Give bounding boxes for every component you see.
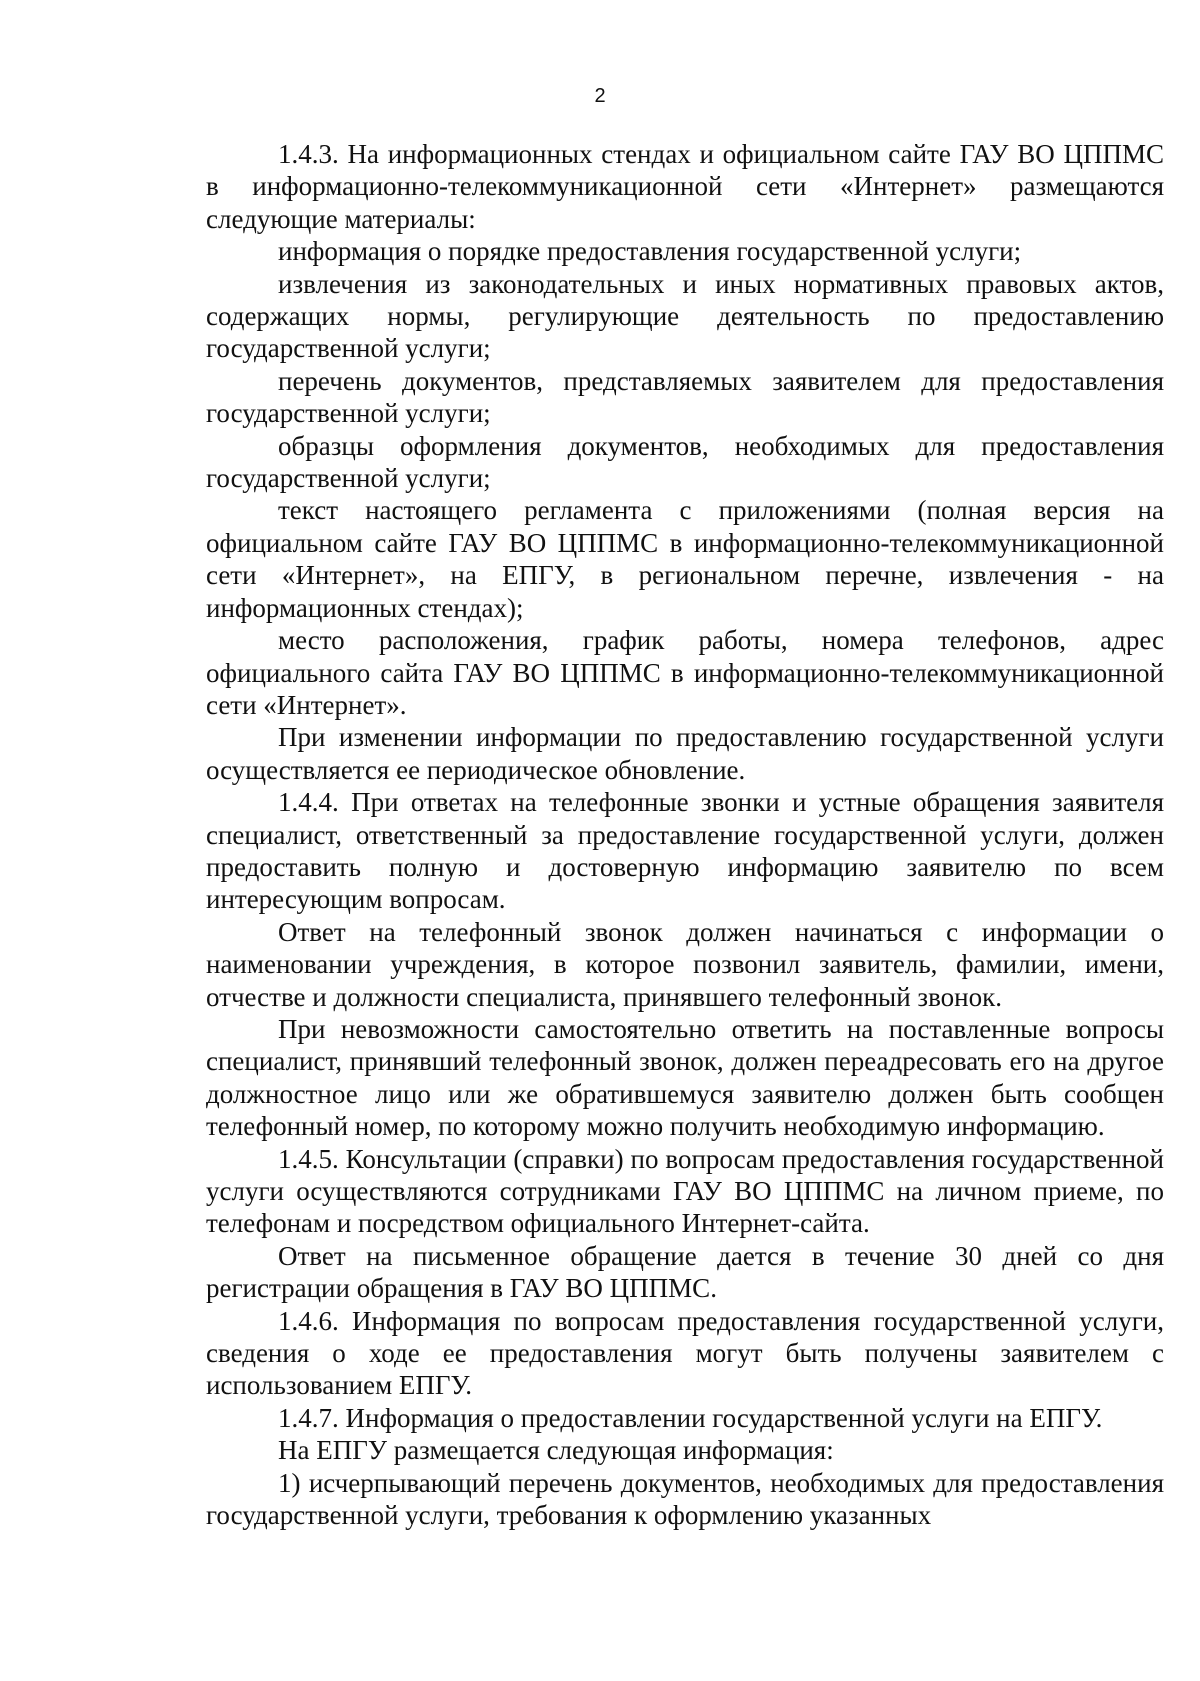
paragraph-call-redirect: При невозможности самостоятельно ответить на поставленные вопросы специалист, принявший телефонный звонок, должен переадресовать его на другое должностное лицо или же обратившемуся заявителю должен быть сообщен телефонный номер, по которому можно получить необходимую информацию. (206, 1013, 1164, 1142)
document-body (206, 138, 1164, 1531)
paragraph-1-4-7: 1.4.7. Информация о предоставлении государственной услуги на ЕПГУ. (278, 1402, 1103, 1433)
paragraph-1-4-5: 1.4.5. Консультации (справки) по вопросам предоставления государственной услуги осуществляются сотрудниками ГАУ ВО ЦППМС на личном приеме, по телефонам и посредством официального Интернет-сайта. (206, 1143, 1164, 1239)
paragraph-document-samples: образцы оформления документов, необходимых для предоставления государственной услуги; (206, 430, 1164, 494)
paragraph-1-4-6: 1.4.6. Информация по вопросам предоставления государственной услуги, сведения о ходе ее предоставления могут быть получены заявителем с использованием ЕПГУ. (206, 1305, 1164, 1401)
paragraph-1-4-3: 1.4.3. На информационных стендах и официальном сайте ГАУ ВО ЦППМС в информационно-телекоммуникационной сети «Интернет» размещаются следующие материалы: (206, 139, 1164, 234)
paragraph-1-4-4: 1.4.4. При ответах на телефонные звонки и устные обращения заявителя специалист, ответственный за предоставление государственной услуги, должен предоставить полную и достоверную информацию заявителю по всем интересующим вопросам. (206, 787, 1164, 915)
paragraph-location-schedule: место расположения, график работы, номера телефонов, адрес официального сайта ГАУ ВО ЦППМС в информационно-телекоммуникационной сети «Интернет». (206, 625, 1164, 720)
page-number: 2 (594, 85, 606, 107)
paragraph-epgu-info: На ЕПГУ размещается следующая информация: (278, 1435, 834, 1466)
paragraph-written-reply: Ответ на письменное обращение дается в течение 30 дней со дня регистрации обращения в ГАУ ВО ЦППМС. (206, 1240, 1164, 1304)
paragraph-phone-answer: Ответ на телефонный звонок должен начинаться с информации о наименовании учреждения, в которое позвонил заявитель, фамилии, имени, отчестве и должности специалиста, принявшего телефонный звонок. (206, 916, 1164, 1012)
paragraph-document-list: перечень документов, представляемых заявителем для предоставления государственной услуги; (206, 365, 1164, 429)
paragraph-periodic-update: При изменении информации по предоставлению государственной услуги осуществляется ее периодическое обновление. (206, 722, 1164, 785)
paragraph-legal-extracts: извлечения из законодательных и иных нормативных правовых актов, содержащих нормы, регулирующие деятельность по предоставлению государственной услуги; (206, 268, 1164, 364)
paragraph-service-order-info: информация о порядке предоставления государственной услуги; (278, 236, 1022, 267)
paragraph-list-item-1: 1) исчерпывающий перечень документов, необходимых для предоставления государственной услуги, требования к оформлению указанных (206, 1467, 1164, 1531)
paragraph-regulation-text: текст настоящего регламента с приложениями (полная версия на официальном сайте ГАУ ВО ЦППМС в информационно-телекоммуникационной сети «Интернет», на ЕПГУ, в региональном перечне, извлечения - на информационных стендах); (206, 495, 1164, 623)
